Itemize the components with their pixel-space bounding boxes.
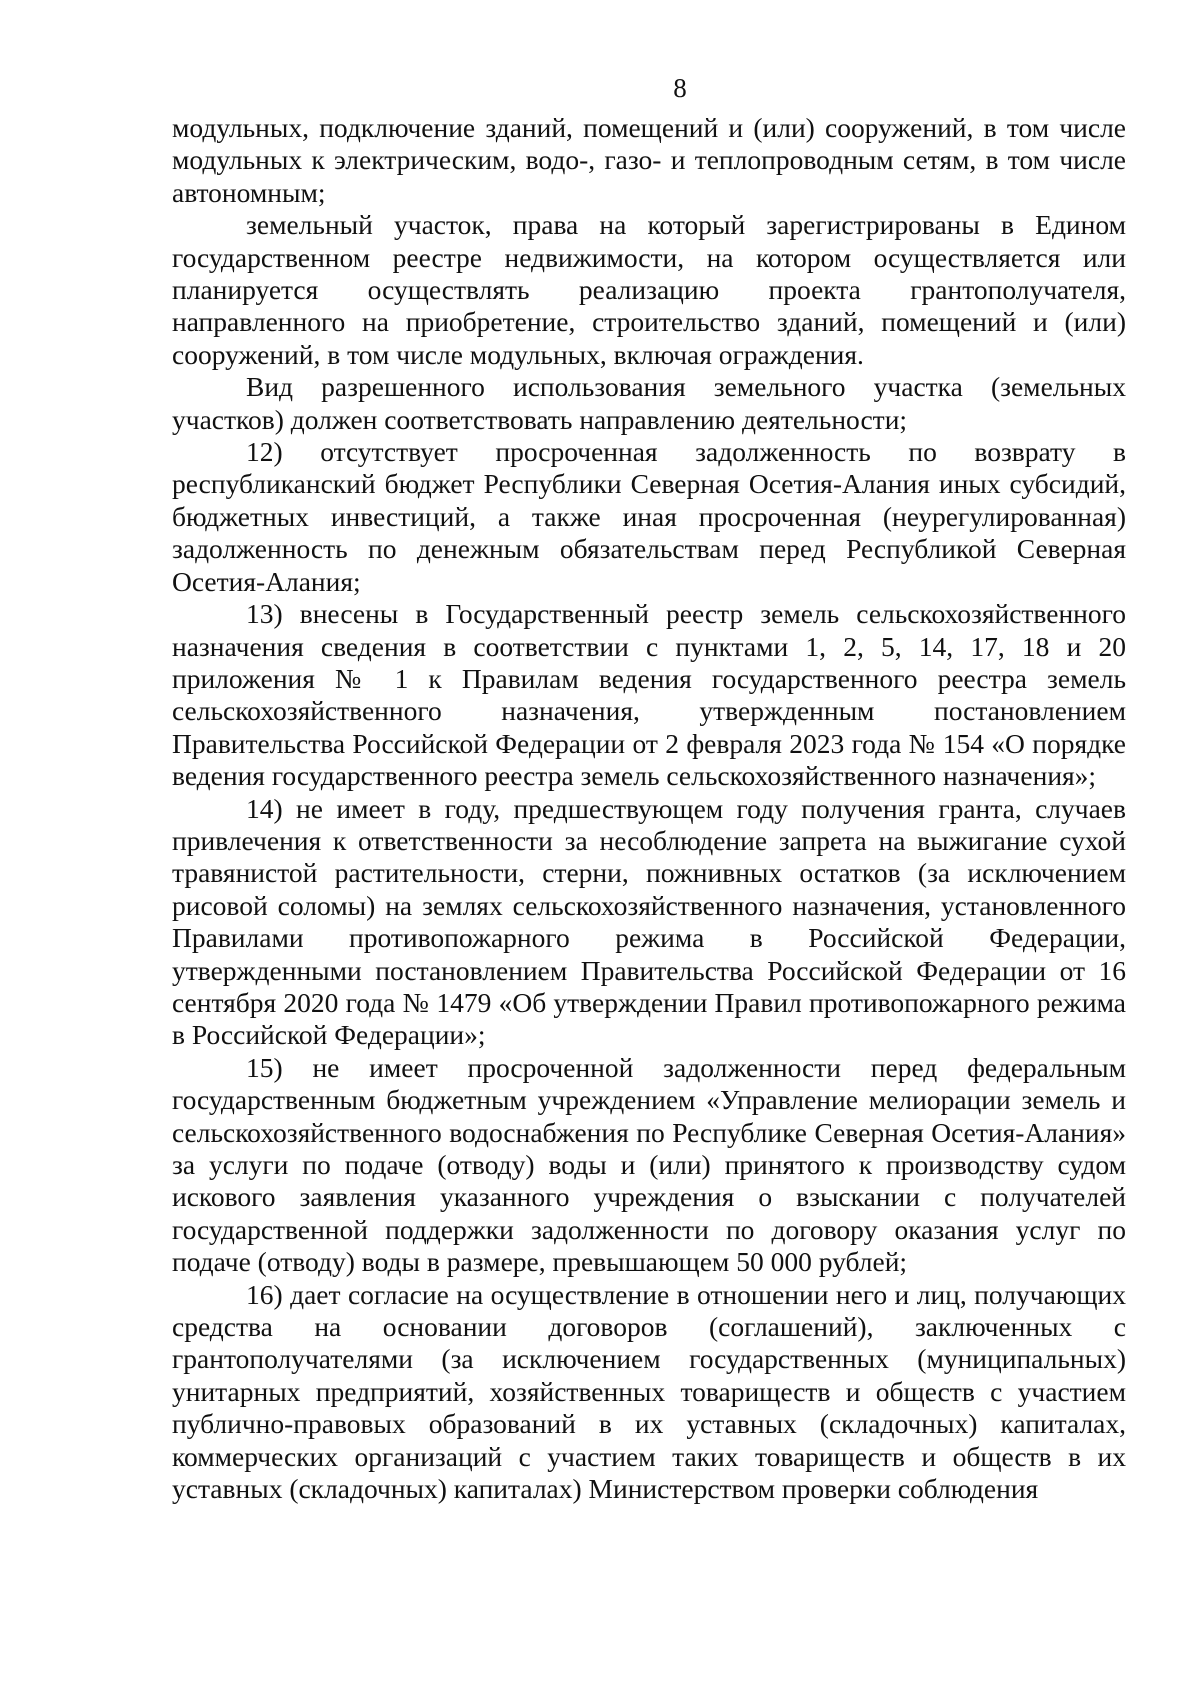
document-body bbox=[172, 112, 1126, 1505]
paragraph-item-16: 16) дает согласие на осуществление в отношении него и лиц, получающих средства на основании договоров (соглашений), заключенных с грантополучателями (за исключением государственных (муниципальных) унитарных предприятий, хозяйственных товариществ и обществ с участием публично-правовых образований в их уставных (складочных) капиталах, коммерческих организаций с участием таких товариществ и обществ в их уставных (складочных) капиталах) Министерством проверки соблюдения bbox=[172, 1278, 1126, 1505]
paragraph-land-plot: земельный участок, права на который зарегистрированы в Едином государственном реестре недвижимости, на котором осуществляется или планируется осуществлять реализацию проекта грантополучателя, направленного на приобретение, строительство зданий, помещений и (или) сооружений, в том числе модульных, включая ограждения. bbox=[172, 209, 1126, 370]
page-number: 8 bbox=[673, 73, 687, 103]
paragraph-continuation: модульных, подключение зданий, помещений и (или) сооружений, в том числе модульных к электрическим, водо-, газо- и теплопроводным сетям, в том числе автономным; bbox=[172, 112, 1126, 208]
paragraph-permitted-use: Вид разрешенного использования земельного участка (земельных участков) должен соответствовать направлению деятельности; bbox=[172, 371, 1126, 435]
paragraph-item-14: 14) не имеет в году, предшествующем году получения гранта, случаев привлечения к ответственности за несоблюдение запрета на выжигание сухой травянистой растительности, стерни, пожнивных остатков (за исключением рисовой соломы) на землях сельскохозяйственного назначения, установленного Правилами противопожарного режима в Российской Федерации, утвержденными постановлением Правительства Российской Федерации от 16 сентября 2020 года № 1479 «Об утверждении Правил противопожарного режима в Российской Федерации»; bbox=[172, 792, 1126, 1051]
paragraph-item-12: 12) отсутствует просроченная задолженность по возврату в республиканский бюджет Республики Северная Осетия-Алания иных субсидий, бюджетных инвестиций, а также иная просроченная (неурегулированная) задолженность по денежным обязательствам перед Республикой Северная Осетия-Алания; bbox=[172, 436, 1126, 597]
paragraph-item-13: 13) внесены в Государственный реестр земель сельскохозяйственного назначения сведения в соответствии с пунктами 1, 2, 5, 14, 17, 18 и 20 приложения № 1 к Правилам ведения государственного реестра земель сельскохозяйственного назначения, утвержденным постановлением Правительства Российской Федерации от 2 февраля 2023 года № 154 «О порядке ведения государственного реестра земель сельскохозяйственного назначения»; bbox=[172, 598, 1126, 792]
paragraph-item-15: 15) не имеет просроченной задолженности перед федеральным государственным бюджетным учреждением «Управление мелиорации земель и сельскохозяйственного водоснабжения по Республике Северная Осетия-Алания» за услуги по подаче (отводу) воды и (или) принятого к производству судом искового заявления указанного учреждения о взыскании с получателей государственной поддержки задолженности по договору оказания услуг по подаче (отводу) воды в размере, превышающем 50 000 рублей; bbox=[172, 1051, 1126, 1278]
